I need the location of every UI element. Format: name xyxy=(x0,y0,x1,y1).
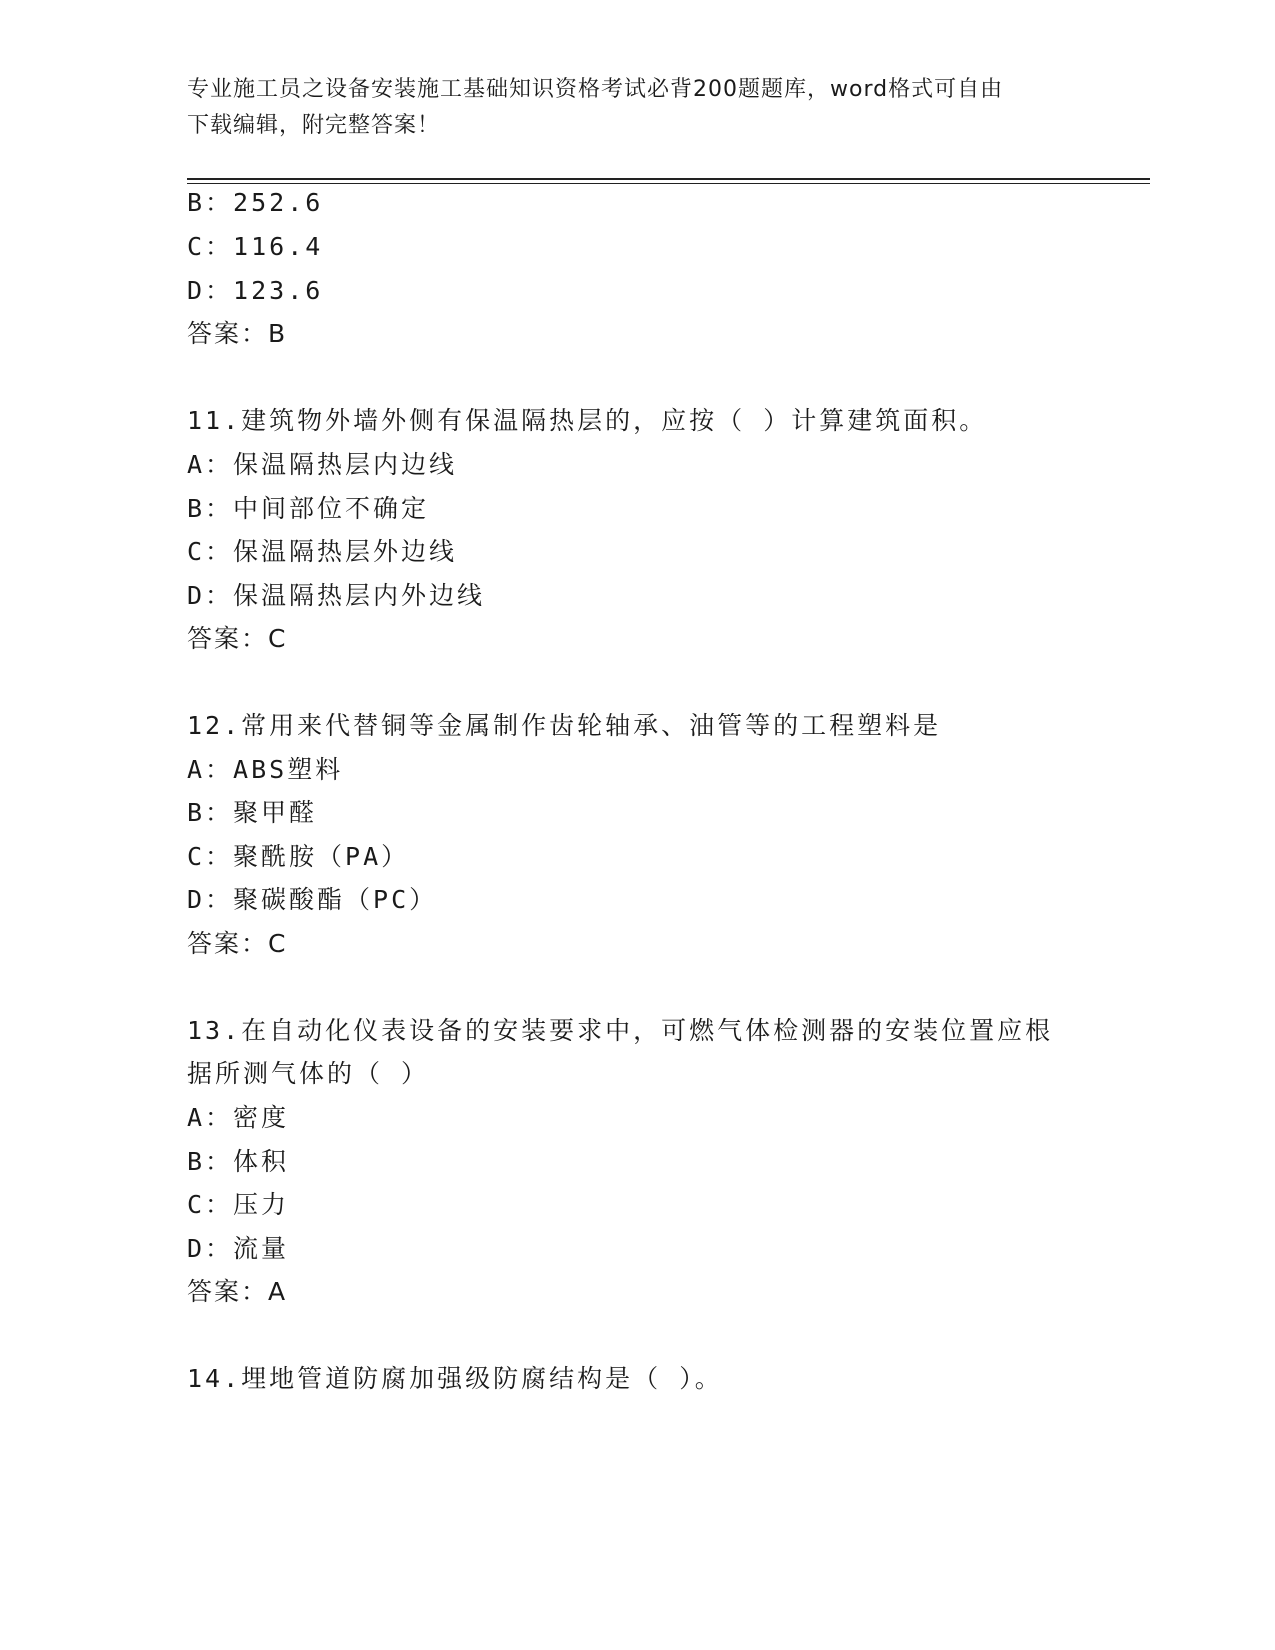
q10-option-d: D：123.6 xyxy=(187,276,324,305)
q10-answer: 答案：B xyxy=(187,319,288,348)
document-header xyxy=(187,72,1067,144)
header-title-line-1: 专业施工员之设备安装施工基础知识资格考试必背200题题库，word格式可自由 xyxy=(187,77,1004,102)
q10-option-c: C：116.4 xyxy=(187,232,324,261)
header-title-line-2: 下载编辑，附完整答案！ xyxy=(187,113,441,138)
q11-option-c: C：保温隔热层外边线 xyxy=(187,537,458,566)
q13-option-a: A：密度 xyxy=(187,1103,290,1132)
header-divider-top xyxy=(187,178,1150,180)
q12-option-d: D：聚碳酸酯（PC） xyxy=(187,885,438,914)
q12-answer: 答案：C xyxy=(187,929,288,958)
header-divider-bottom xyxy=(187,183,1150,184)
q11-question: 11.建筑物外墙外侧有保温隔热层的，应按（ ）计算建筑面积。 xyxy=(187,406,988,435)
q11-answer: 答案：C xyxy=(187,624,288,653)
q13-answer: 答案：A xyxy=(187,1277,288,1306)
q13-option-d: D：流量 xyxy=(187,1234,290,1263)
q12-option-b: B：聚甲醛 xyxy=(187,798,318,827)
q12-option-a: A：ABS塑料 xyxy=(187,755,344,784)
q13-option-c: C：压力 xyxy=(187,1190,290,1219)
q13-option-b: B：体积 xyxy=(187,1147,290,1176)
q13-question-line-2: 据所测气体的（ ） xyxy=(187,1059,430,1088)
q13-question-line-1: 13.在自动化仪表设备的安装要求中，可燃气体检测器的安装位置应根 xyxy=(187,1016,1054,1045)
q10-option-b: B：252.6 xyxy=(187,188,324,217)
q11-option-b: B：中间部位不确定 xyxy=(187,494,430,523)
q12-option-c: C：聚酰胺（PA） xyxy=(187,842,410,871)
q11-option-a: A：保温隔热层内边线 xyxy=(187,450,458,479)
q14-question: 14.埋地管道防腐加强级防腐结构是（ ）。 xyxy=(187,1364,723,1393)
q12-question: 12.常用来代替铜等金属制作齿轮轴承、油管等的工程塑料是 xyxy=(187,711,942,740)
q11-option-d: D：保温隔热层内外边线 xyxy=(187,581,486,610)
